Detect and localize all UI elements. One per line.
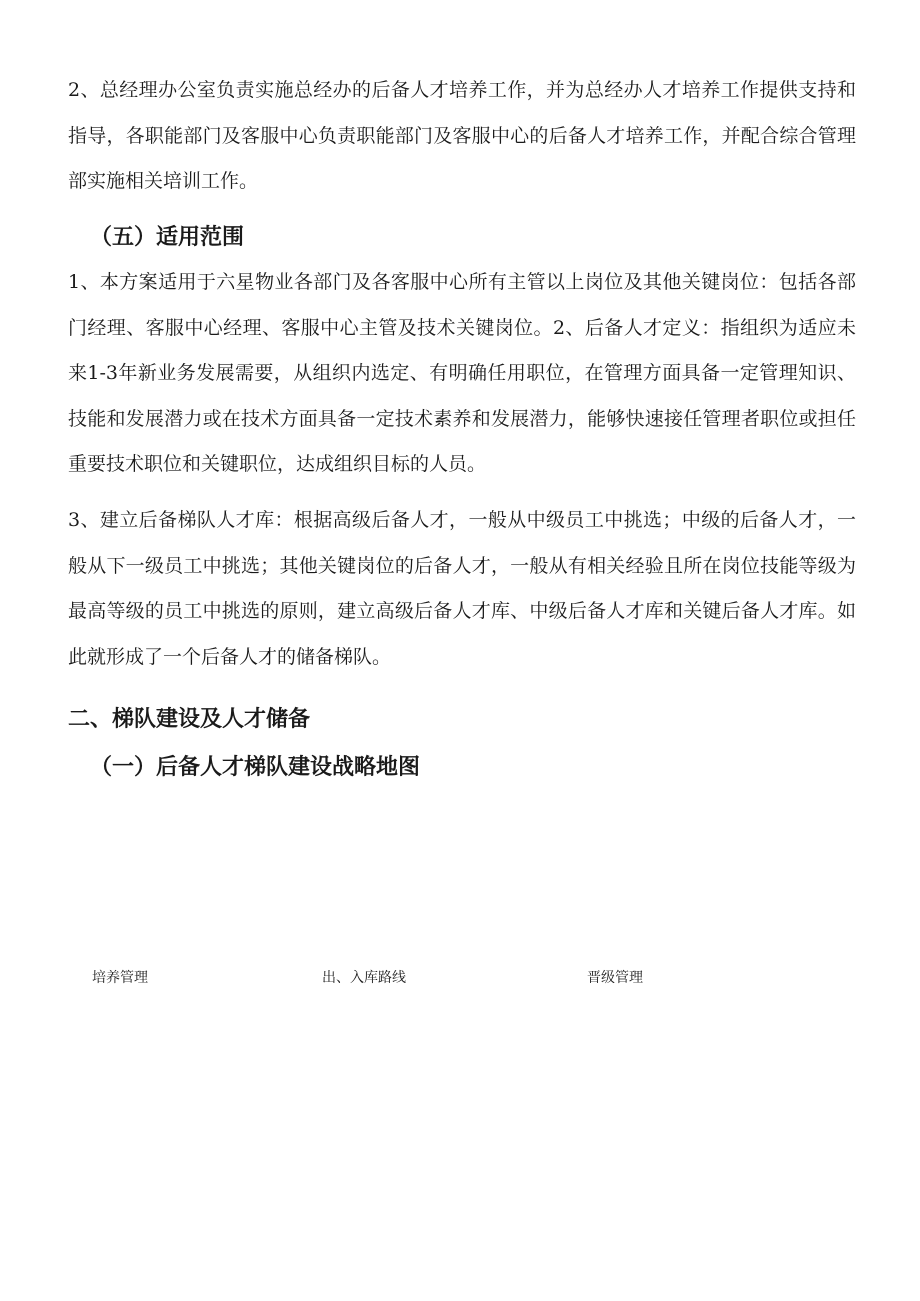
paragraph-scope-definition: 1、本方案适用于六星物业各部门及各客服中心所有主管以上岗位及其他关键岗位：包括各部门经理、客服中心经理、客服中心主管及技术关键岗位。2、后备人才定义：指组织为适应未来1-3年新业务发展需要，从组织内选定、有明确任用职位，在管理方面具备一定管理知识、技能和发展潜力或在技术方面具备一定技术素养和发展潜力，能够快速接任管理者职位或担任重要技术职位和关键职位，达成组织目标的人员。 <box>68 271 856 475</box>
heading-strategy-map: （一）后备人才梯队建设战略地图 <box>90 755 421 780</box>
paragraph-talent-pool: 3、建立后备梯队人才库：根据高级后备人才，一般从中级员工中挑选；中级的后备人才，一般从下一级员工中挑选；其他关键岗位的后备人才，一般从有相关经验且所在岗位技能等级为最高等级的员工中挑选的原则，建立高级后备人才库、中级后备人才库和关键后备人才库。如此就形成了一个后备人才的储备梯队。 <box>68 509 856 668</box>
diagram-label-training: 培养管理 <box>92 970 148 986</box>
diagram-label-entry-exit: 出、入库路线 <box>322 970 406 986</box>
heading-section-two: 二、梯队建设及人才储备 <box>68 707 311 732</box>
diagram-label-promotion: 晋级管理 <box>587 970 643 986</box>
paragraph-responsibility: 2、总经理办公室负责实施总经办的后备人才培养工作，并为总经办人才培养工作提供支持和指导，各职能部门及客服中心负责职能部门及客服中心的后备人才培养工作，并配合综合管理部实施相关培训工作。 <box>68 79 856 192</box>
heading-scope: （五）适用范围 <box>90 225 245 250</box>
